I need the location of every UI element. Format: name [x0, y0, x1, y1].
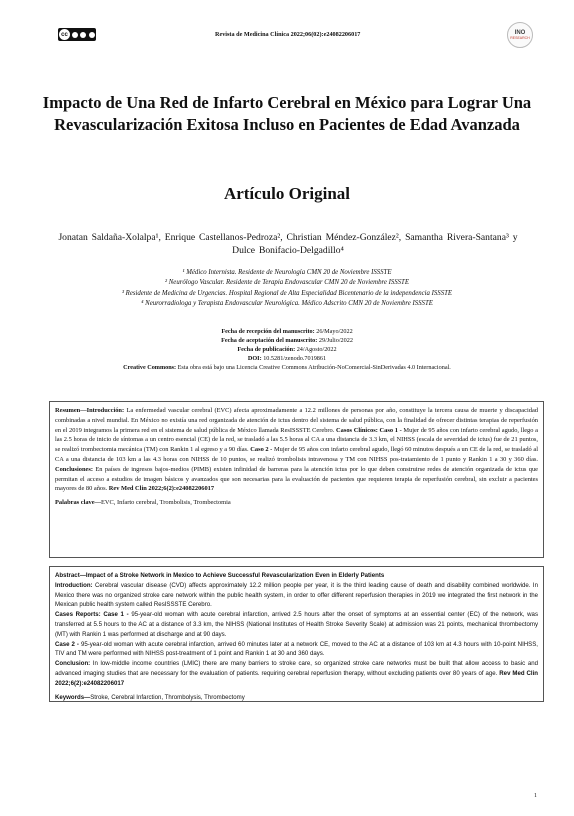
license-label: Creative Commons: [123, 364, 177, 371]
author-list: Jonatan Saldaña-Xolalpa¹, Enrique Castellanos-Pedroza², Christian Méndez-González², Samantha Rivera-Santana³ y Dulce Bonifacio-Delgadillo⁴ [58, 232, 518, 256]
abstract-conclusion-heading: Conclusion: [55, 660, 91, 668]
cc-icon: cc [58, 28, 71, 41]
abstract-case1: 95-year-old woman with acute cerebral infarction, arrived 2.5 hours after the onset of symptoms at an essential center (EC) of the network, was transferred at 5.5 hours to the AC at a distance of 3.3 km, the NIHSS (National Institutes of Health Stroke Severity Scale) at admission was 21 points, mechanical thrombectomy (MT) with Rankin 1 was performed at discharge and at 90 days. [55, 611, 538, 638]
published-label: Fecha de publicación: [237, 346, 296, 353]
article-type: Artículo Original [223, 184, 351, 203]
resumen-box [49, 401, 544, 558]
logo-subtext: RESEARCH [510, 36, 530, 40]
resumen-keywords [55, 498, 538, 508]
resumen-intro: La enfermedad vascular cerebral (EVC) afecta aproximadamente a 12.2 millones de personas por año, constituye la tercera causa de muerte y discapacidad combinadas a nivel mundial. En México no existía una red organizada de atención de ictus dentro del sistema de salud pública, con la finalidad de ofrecer distintas terapias de reperfusión en el 2019 integramos la primera red en el sistema de salud pública de México llamada ResISSSTE Cerebro. [55, 407, 538, 434]
abstract-keywords-heading: Keywords— [55, 693, 91, 701]
license-text: Esta obra está bajo una Licencia Creative Commons Atribución-NoComercial-SinDerivadas 4.0 Internacional. [177, 364, 451, 371]
affiliation-4: ⁴ Neurorradiologa y Terapista Endovascular Neurológica. Médico Adscrito CMN 20 de Noviembre ISSSTE [141, 299, 433, 307]
resumen-case2: Mujer de 95 años con infarto cerebral agudo, llegó 60 minutos después a un CE de la red, se trasladó al CA a una distancia de 103 km a las 4.3 horas con NIHSS de 10 puntos, se realizó trombolisis intravenosa y TM con NIHSS pos-tratamiento de 1 punto y Rankin 1 a 30 y 360 días. [55, 446, 538, 463]
abstract-case2-heading: Case 2 - [55, 640, 79, 648]
abstract-intro: Cerebral vascular disease (CVD) affects approximately 12.2 million people per year, it is the third leading cause of death and disability combined worldwide. In Mexico there was no organized stroke care network within the public health system, in order to offer different reperfusion therapies in 2019 we integrated the first network in the Mexican public health system called ResISSSTE Cerebro. [55, 581, 538, 609]
abstract-box [49, 566, 544, 702]
received-label: Fecha de recepción del manuscrito: [221, 328, 315, 335]
creative-commons-badge [58, 28, 96, 41]
affiliation-2: ² Neurólogo Vascular. Residente de Terapia Endovascular CMN 20 de Noviembre ISSSTE [165, 279, 409, 287]
by-icon [72, 32, 78, 38]
resumen-keywords-heading: Palabras clave— [55, 499, 101, 507]
publication-dates [40, 327, 534, 372]
abstract-cases-heading: Cases Reports: Case 1 - [55, 611, 129, 619]
abstract-reference: Rev Med Clin 2022;6(2):e24082206017 [55, 669, 539, 687]
journal-citation: Revista de Medicina Clínica 2022;06(02):e24082206017 [215, 31, 361, 38]
abstract-intro-heading: Introduction: [55, 581, 93, 589]
nc-icon [80, 32, 86, 38]
resumen-conclusion: En países de ingresos bajos-medios (PIMB) existen infinidad de barreras para la atención ictus por lo que deben construirse redes de atención organizada de ictus que permitan el acceso a estudios de imagen básicos y avanzados que son necesarias para la evaluación de pacientes que requieren terapia de reperfusión cerebral, sin excluir a pacientes mayores de 80 años. [55, 465, 538, 493]
article-title: Impacto de Una Red de Infarto Cerebral en México para Lograr Una Revascularización Exitosa Incluso en Pacientes de Edad Avanzada [42, 93, 532, 134]
resumen-keywords-list: EVC, Infarto cerebral, Trombolisis, Trombectomia [100, 499, 231, 507]
resumen-text [55, 406, 538, 494]
abstract-keywords-list: Stroke, Cerebral Infarction, Thrombolysis, Thrombectomy [90, 693, 245, 701]
resumen-case1: Mujer de 95 años con infarto cerebral agudo, llego a las 2.5 horas de inicio de síntomas a un centro esencial (CE) de la red, se trasladó a las 5.5 horas al CA a una distancia de 3.3 km, el NIHSS (escala de severidad de ictus) fue de 21 puntos, se realizó trombectomia mecánica (TM) con Rankin 1 al egreso y a 90 días. [55, 426, 538, 454]
journal-logo [507, 22, 533, 48]
accepted-label: Fecha de aceptación del manuscrito: [221, 337, 318, 344]
resumen-heading: Resumen—Introducción: [55, 407, 125, 414]
affiliation-3: ³ Residente de Medicina de Urgencias. Hospital Regional de Alta Especialidad Bicentenario de la independencia ISSSTE [121, 289, 453, 297]
affiliation-1: ¹ Médico Internista. Residente de Neurología CMN 20 de Noviembre ISSSTE [182, 269, 392, 276]
accepted-date: 29/Julio/2022 [318, 337, 353, 344]
resumen-conclusion-heading: Conclusiones: [55, 465, 93, 473]
resumen-cases-heading: Casos Clínicos: Caso 1 - [336, 426, 402, 434]
abstract-conclusion: In low-middle income countries (LMIC) there are many barriers to stroke care, so organized stroke care networks must be built that allow access to basic and advanced imaging studies that are necessary for the evaluation of patients. requiring cerebral reperfusion therapy, without excluding patients over 80 years of age. [55, 660, 538, 677]
abstract-keywords [55, 693, 538, 703]
page-number: 1 [534, 793, 537, 799]
received-date: 26/Mayo/2022 [316, 328, 353, 335]
abstract-heading: Abstract—Impact of a Stroke Network in Mexico to Achieve Successful Revascularization Even in Elderly Patients [55, 572, 385, 579]
abstract-case2: 95-year-old woman with acute cerebral infarction, arrived 60 minutes later at a network CE, moved to the AC at a distance of 103 km at 4.3 hours with 10-point NIHSS, TIV and TM were performed with NIHSS post-treatment of 1 point and Rankin 1 at 30 and 360 days. [55, 640, 538, 658]
nd-icon [89, 32, 95, 38]
abstract-text [55, 571, 538, 689]
logo-text: INO [514, 30, 526, 36]
published-date: 24/Agosto/2022 [296, 346, 337, 353]
doi-label: DOI: [247, 355, 262, 362]
doi-link[interactable]: 10.5281/zenodo.7019861 [263, 355, 327, 362]
resumen-reference: Rev Med Clin 2022;6(2):e24082206017 [108, 485, 215, 493]
affiliations [40, 268, 534, 309]
resumen-case2-heading: Caso 2 - [250, 446, 273, 454]
